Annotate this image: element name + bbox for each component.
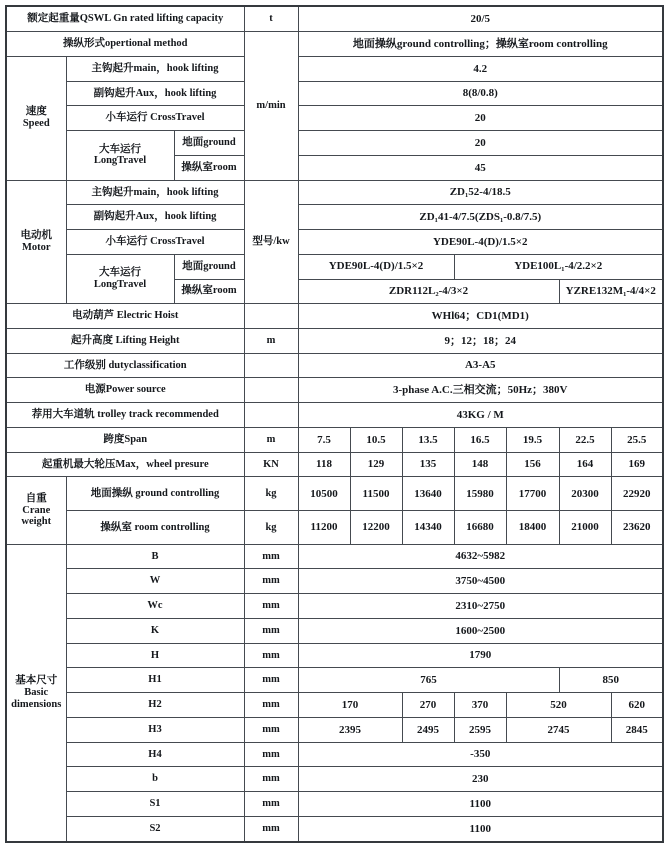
dim-K-label: K (66, 618, 244, 643)
row-electric-hoist (6, 304, 663, 329)
dim-H1-unit: mm (244, 668, 298, 693)
speed-aux-hook-label: 副钩起升Aux，hook lifting (66, 81, 244, 106)
dim-H2-unit: mm (244, 693, 298, 718)
crane-weight-ground-value: 10500 (298, 477, 350, 511)
wheel-pressure-value: 129 (350, 452, 402, 477)
dim-S1-value: 1100 (298, 792, 663, 817)
row-duty-classification (6, 353, 663, 378)
crane-weight-ground-value: 13640 (402, 477, 454, 511)
row-speed-long-travel-ground (6, 131, 663, 156)
span-value: 22.5 (559, 427, 611, 452)
motor-long-travel-en: LongTravel (93, 279, 147, 290)
row-operational-method (6, 32, 663, 57)
row-dim-H1 (6, 668, 663, 693)
crane-weight-group-zh: 自重 (25, 492, 47, 504)
row-wheel-pressure (6, 452, 663, 477)
speed-lt-room-label: 操纵室room (174, 155, 244, 180)
dim-H2-value: 370 (454, 693, 506, 718)
basic-dimensions-group-header (6, 544, 66, 842)
lifting-height-label: 起升高度 Lifting Height (6, 328, 244, 353)
motor-main-hook-label: 主钩起升main，hook lifting (66, 180, 244, 205)
crane-weight-ground-value: 20300 (559, 477, 611, 511)
span-value: 25.5 (611, 427, 663, 452)
dim-H4-unit: mm (244, 742, 298, 767)
crane-weight-room-value: 16680 (454, 511, 506, 545)
operational-method-label: 操纵形式opertional method (6, 32, 244, 57)
wheel-pressure-value: 148 (454, 452, 506, 477)
span-value: 10.5 (350, 427, 402, 452)
wheel-pressure-value: 169 (611, 452, 663, 477)
dim-H3-value: 2845 (611, 717, 663, 742)
speed-unit: m/min (244, 32, 298, 180)
dim-B-value: 4632~5982 (298, 544, 663, 569)
basic-dimensions-group-zh: 基本尺寸 (15, 675, 58, 687)
duty-classification-label: 工作级别 dutyclassification (6, 353, 244, 378)
power-source-value: 3-phase A.C.三相交流；50Hz；380V (298, 378, 663, 403)
power-source-label: 电源Power source (6, 378, 244, 403)
electric-hoist-label: 电动葫芦 Electric Hoist (6, 304, 244, 329)
span-value: 19.5 (506, 427, 559, 452)
duty-classification-value: A3-A5 (298, 353, 663, 378)
row-crane-weight-room (6, 511, 663, 545)
dim-W-value: 3750~4500 (298, 569, 663, 594)
dim-H1-value-b: 850 (559, 668, 663, 693)
motor-lt-room-value-a: ZDR112L₂-4/3×2 (298, 279, 559, 304)
motor-unit: 型号/kw (244, 180, 298, 304)
motor-lt-ground-value-a: YDE90L-4(D)/1.5×2 (298, 254, 454, 279)
motor-aux-hook-label: 副钩起升Aux，hook lifting (66, 205, 244, 230)
dim-b-label: b (66, 767, 244, 792)
speed-main-hook-label: 主钩起升main，hook lifting (66, 56, 244, 81)
motor-lt-room-value-b: YZRE132M₁-4/4×2 (559, 279, 663, 304)
speed-lt-ground-label: 地面ground (174, 131, 244, 156)
crane-weight-ground-unit: kg (244, 477, 298, 511)
motor-group-header (6, 180, 66, 304)
dim-H-unit: mm (244, 643, 298, 668)
dim-H3-value: 2395 (298, 717, 402, 742)
power-source-unit (244, 378, 298, 403)
dim-B-label: B (66, 544, 244, 569)
crane-weight-room-value: 18400 (506, 511, 559, 545)
motor-long-travel-zh: 大车运行 (99, 267, 141, 279)
dim-Wc-value: 2310~2750 (298, 594, 663, 619)
row-dim-Wc (6, 594, 663, 619)
speed-lt-ground-value: 20 (298, 131, 663, 156)
row-motor-cross-travel (6, 230, 663, 255)
motor-main-hook-value: ZD₁52-4/18.5 (298, 180, 663, 205)
dim-H3-unit: mm (244, 717, 298, 742)
dim-Wc-unit: mm (244, 594, 298, 619)
crane-weight-group-en2: weight (21, 516, 52, 528)
wheel-pressure-value: 164 (559, 452, 611, 477)
trolley-track-label: 荐用大车道轨 trolley track recommended (6, 403, 244, 428)
wheel-pressure-label: 起重机最大轮压Max，wheel presure (6, 452, 244, 477)
row-speed-main-hook (6, 56, 663, 81)
crane-weight-ground-label: 地面操纵 ground controlling (66, 477, 244, 511)
speed-lt-room-value: 45 (298, 155, 663, 180)
motor-lt-room-label: 操纵室room (174, 279, 244, 304)
motor-cross-travel-value: YDE90L-4(D)/1.5×2 (298, 230, 663, 255)
speed-cross-travel-value: 20 (298, 106, 663, 131)
row-dim-S1 (6, 792, 663, 817)
dim-H1-value-a: 765 (298, 668, 559, 693)
row-dim-S2 (6, 816, 663, 842)
dim-H2-value: 270 (402, 693, 454, 718)
crane-weight-ground-value: 11500 (350, 477, 402, 511)
dim-H1-label: H1 (66, 668, 244, 693)
dim-K-unit: mm (244, 618, 298, 643)
dim-S2-value: 1100 (298, 816, 663, 842)
dim-H3-value: 2495 (402, 717, 454, 742)
crane-weight-room-value: 14340 (402, 511, 454, 545)
crane-weight-room-value: 12200 (350, 511, 402, 545)
row-speed-cross-travel (6, 106, 663, 131)
row-motor-long-travel-ground (6, 254, 663, 279)
row-dim-H2 (6, 693, 663, 718)
dim-H3-value: 2745 (506, 717, 611, 742)
row-dim-b (6, 767, 663, 792)
crane-weight-room-value: 23620 (611, 511, 663, 545)
row-span (6, 427, 663, 452)
dim-H2-value: 170 (298, 693, 402, 718)
crane-weight-room-unit: kg (244, 511, 298, 545)
row-rated-capacity (6, 6, 663, 32)
crane-weight-ground-value: 17700 (506, 477, 559, 511)
electric-hoist-value: WHl64；CD1(MD1) (298, 304, 663, 329)
rated-capacity-unit: t (244, 6, 298, 32)
speed-group-en: Speed (22, 118, 50, 130)
crane-weight-room-value: 11200 (298, 511, 350, 545)
row-dim-H4 (6, 742, 663, 767)
motor-lt-ground-value-b: YDE100L₁-4/2.2×2 (454, 254, 663, 279)
span-value: 13.5 (402, 427, 454, 452)
operational-method-value: 地面操纵ground controlling；操纵室room controlling (298, 32, 663, 57)
span-value: 7.5 (298, 427, 350, 452)
span-value: 16.5 (454, 427, 506, 452)
row-crane-weight-ground (6, 477, 663, 511)
speed-group-zh: 速度 (25, 106, 47, 118)
crane-weight-group-en1: Crane (22, 504, 51, 516)
wheel-pressure-unit: KN (244, 452, 298, 477)
duty-classification-unit (244, 353, 298, 378)
motor-aux-hook-value: ZD₁41-4/7.5(ZDS₁-0.8/7.5) (298, 205, 663, 230)
dim-S1-unit: mm (244, 792, 298, 817)
dim-Wc-label: Wc (66, 594, 244, 619)
dim-H-value: 1790 (298, 643, 663, 668)
basic-dimensions-group-en2: dimensions (11, 698, 62, 710)
lifting-height-value: 9；12；18；24 (298, 328, 663, 353)
span-unit: m (244, 427, 298, 452)
speed-long-travel-label (66, 131, 174, 180)
row-dim-H3 (6, 717, 663, 742)
dim-H4-value: -350 (298, 742, 663, 767)
wheel-pressure-value: 135 (402, 452, 454, 477)
dim-H2-value: 620 (611, 693, 663, 718)
speed-main-hook-value: 4.2 (298, 56, 663, 81)
dim-b-unit: mm (244, 767, 298, 792)
dim-W-label: W (66, 569, 244, 594)
row-motor-aux-hook (6, 205, 663, 230)
dim-H4-label: H4 (66, 742, 244, 767)
dim-H2-label: H2 (66, 693, 244, 718)
dim-H2-value: 520 (506, 693, 611, 718)
dim-H3-value: 2595 (454, 717, 506, 742)
dim-S2-label: S2 (66, 816, 244, 842)
crane-spec-table (5, 5, 664, 843)
speed-cross-travel-label: 小车运行 CrossTravel (66, 106, 244, 131)
crane-weight-room-value: 21000 (559, 511, 611, 545)
dim-W-unit: mm (244, 569, 298, 594)
electric-hoist-unit (244, 304, 298, 329)
row-dim-H (6, 643, 663, 668)
dim-b-value: 230 (298, 767, 663, 792)
dim-S1-label: S1 (66, 792, 244, 817)
row-trolley-track (6, 403, 663, 428)
row-dim-B (6, 544, 663, 569)
wheel-pressure-value: 118 (298, 452, 350, 477)
dim-H3-label: H3 (66, 717, 244, 742)
motor-group-en: Motor (21, 241, 51, 253)
motor-cross-travel-label: 小车运行 CrossTravel (66, 230, 244, 255)
wheel-pressure-value: 156 (506, 452, 559, 477)
basic-dimensions-group-en1: Basic (24, 686, 49, 698)
motor-lt-ground-label: 地面ground (174, 254, 244, 279)
dim-K-value: 1600~2500 (298, 618, 663, 643)
speed-long-travel-zh: 大车运行 (99, 143, 141, 155)
lifting-height-unit: m (244, 328, 298, 353)
crane-weight-group-header (6, 477, 66, 544)
row-motor-main-hook (6, 180, 663, 205)
row-dim-W (6, 569, 663, 594)
crane-weight-ground-value: 15980 (454, 477, 506, 511)
rated-capacity-value: 20/5 (298, 6, 663, 32)
trolley-track-unit (244, 403, 298, 428)
row-power-source (6, 378, 663, 403)
span-label: 跨度Span (6, 427, 244, 452)
trolley-track-value: 43KG / M (298, 403, 663, 428)
speed-group-header (6, 56, 66, 180)
speed-aux-hook-value: 8(8/0.8) (298, 81, 663, 106)
crane-weight-ground-value: 22920 (611, 477, 663, 511)
dim-B-unit: mm (244, 544, 298, 569)
row-speed-aux-hook (6, 81, 663, 106)
dim-H-label: H (66, 643, 244, 668)
motor-group-zh: 电动机 (20, 230, 52, 242)
speed-long-travel-en: LongTravel (93, 155, 147, 167)
row-lifting-height (6, 328, 663, 353)
crane-weight-room-label: 操纵室 room controlling (66, 511, 244, 545)
row-dim-K (6, 618, 663, 643)
dim-S2-unit: mm (244, 816, 298, 842)
rated-capacity-label: 额定起重量QSWL Gn rated lifting capacity (6, 6, 244, 32)
motor-long-travel-label (66, 254, 174, 303)
